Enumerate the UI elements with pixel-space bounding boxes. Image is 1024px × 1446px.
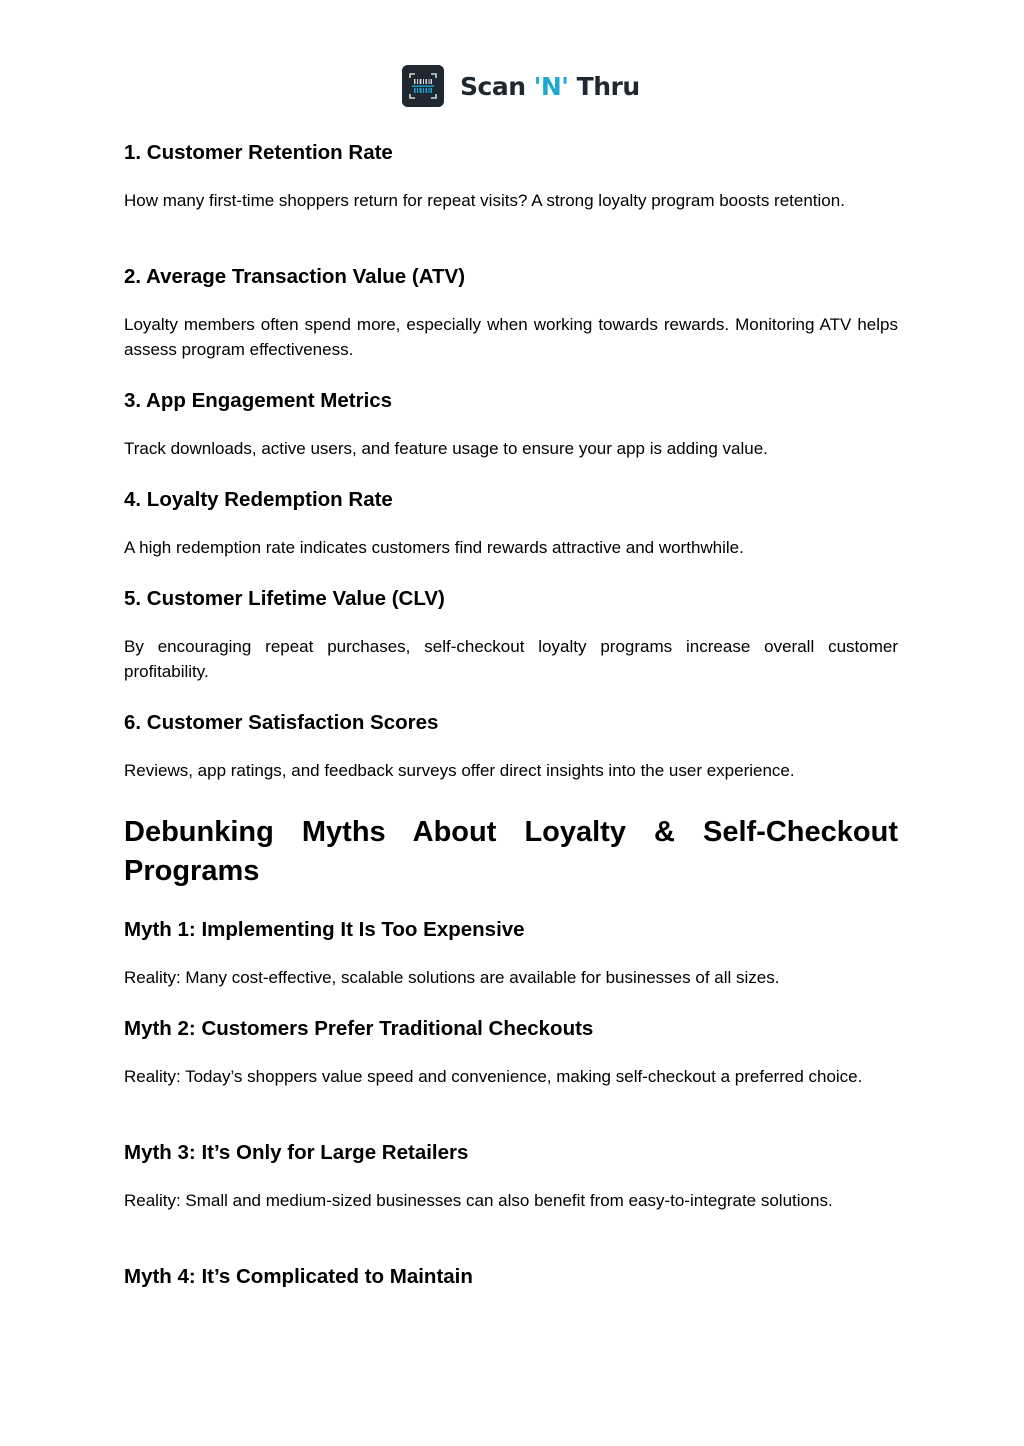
brand-logo xyxy=(402,65,640,107)
section-title: Debunking Myths About Loyalty & Self-Checkout Programs xyxy=(124,816,898,887)
myth-2-heading: Myth 2: Customers Prefer Traditional Checkouts xyxy=(124,1017,594,1040)
brand-wordmark xyxy=(460,72,640,101)
metric-3-body: Track downloads, active users, and feature usage to ensure your app is adding value. xyxy=(124,439,768,458)
brand-name-part2: 'N' xyxy=(533,71,569,101)
myth-1-heading: Myth 1: Implementing It Is Too Expensive xyxy=(124,918,525,941)
metric-1-body: How many first-time shoppers return for repeat visits? A strong loyalty program boosts retention. xyxy=(124,191,845,210)
metric-5-heading: 5. Customer Lifetime Value (CLV) xyxy=(124,587,445,610)
metric-6-body: Reviews, app ratings, and feedback surveys offer direct insights into the user experience. xyxy=(124,761,795,780)
metric-5-body: By encouraging repeat purchases, self-checkout loyalty programs increase overall customer profitability. xyxy=(124,637,898,681)
brand-name-part3: Thru xyxy=(576,71,640,101)
metric-1-heading: 1. Customer Retention Rate xyxy=(124,141,393,164)
myth-3-heading: Myth 3: It’s Only for Large Retailers xyxy=(124,1141,469,1164)
metric-6-heading: 6. Customer Satisfaction Scores xyxy=(124,711,439,734)
metric-4-body: A high redemption rate indicates customers find rewards attractive and worthwhile. xyxy=(124,538,744,557)
myth-3-body: Reality: Small and medium-sized businesses can also benefit from easy-to-integrate solutions. xyxy=(124,1191,833,1210)
metric-2-body: Loyalty members often spend more, especially when working towards rewards. Monitoring ATV helps assess program effectiveness. xyxy=(124,315,898,359)
myth-1-body: Reality: Many cost-effective, scalable solutions are available for businesses of all sizes. xyxy=(124,968,780,987)
metric-3-heading: 3. App Engagement Metrics xyxy=(124,389,393,412)
myth-2-body: Reality: Today’s shoppers value speed and convenience, making self-checkout a preferred choice. xyxy=(124,1067,863,1086)
metric-4-heading: 4. Loyalty Redemption Rate xyxy=(124,488,393,511)
myth-4-heading: Myth 4: It’s Complicated to Maintain xyxy=(124,1265,473,1288)
barcode-scan-icon xyxy=(402,65,444,107)
brand-name-part1: Scan xyxy=(460,71,526,101)
metric-2-heading: 2. Average Transaction Value (ATV) xyxy=(124,265,466,288)
